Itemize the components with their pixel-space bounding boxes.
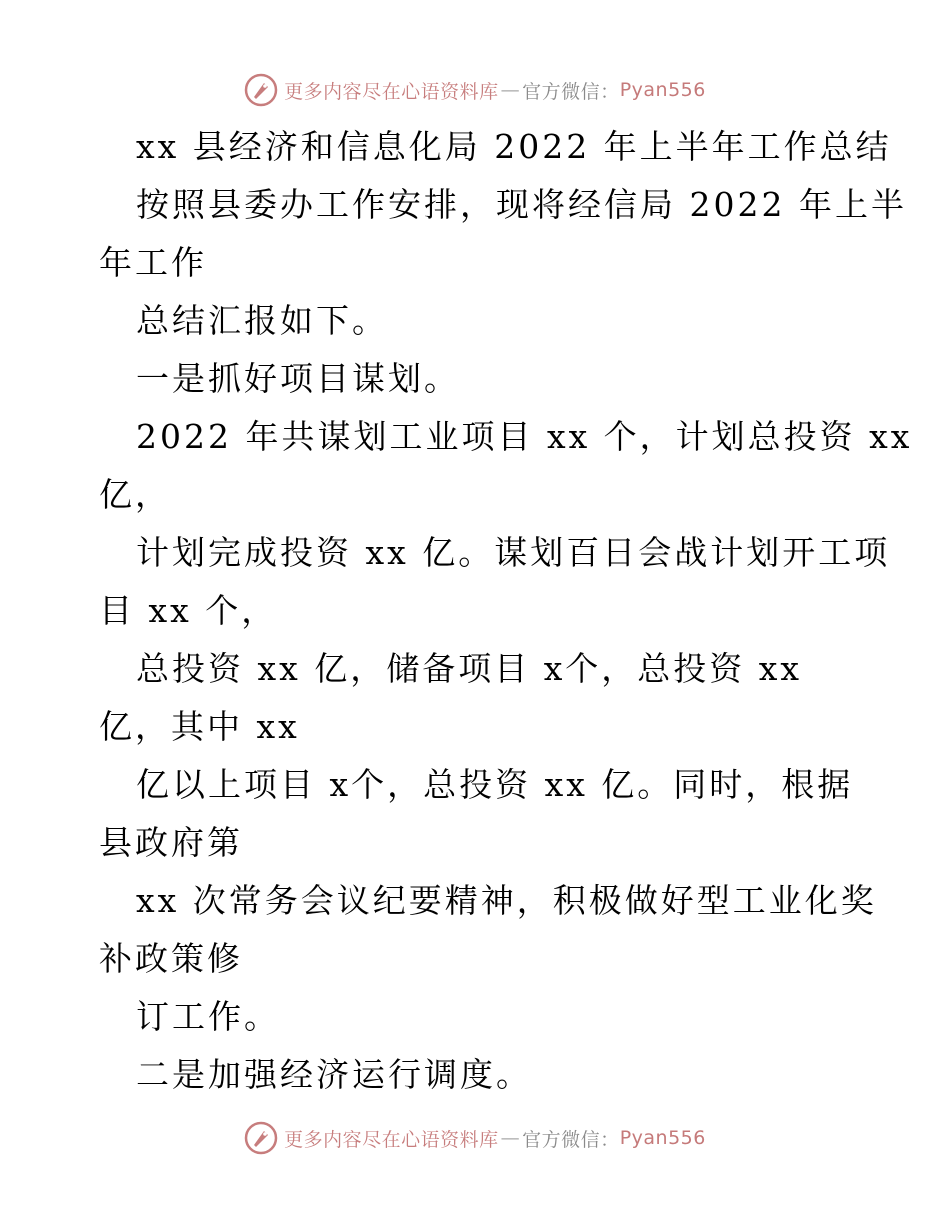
paragraph-line: 年工作 — [99, 243, 207, 282]
watermark-wechat-label: 官方微信： — [522, 1128, 620, 1151]
paragraph-line: 按照县委办工作安排，现将经信局 2022 年上半 — [136, 185, 907, 224]
header-watermark — [0, 70, 950, 110]
document-title: xx 县经济和信息化局 2022 年上半年工作总结 — [136, 127, 892, 166]
section-heading: 二是加强经济运行调度。 — [136, 1055, 532, 1094]
watermark-wechat-id: Pyan556 — [619, 79, 706, 101]
footer-watermark — [0, 1118, 950, 1158]
paragraph-line: 补政策修 — [99, 939, 243, 978]
watermark-wechat-id: Pyan556 — [619, 1127, 706, 1149]
pen-nib-logo-icon — [244, 1121, 278, 1155]
watermark-main-text: 更多内容尽在心语资料库 — [284, 80, 499, 103]
paragraph-line: 2022 年共谋划工业项目 xx 个，计划总投资 xx — [136, 417, 913, 456]
paragraph-line: 订工作。 — [136, 997, 280, 1036]
pen-nib-logo-icon — [244, 73, 278, 107]
watermark-separator: — — [500, 1127, 521, 1149]
paragraph-line: 县政府第 — [99, 823, 243, 862]
paragraph-line: 总结汇报如下。 — [136, 301, 388, 340]
paragraph-line: 亿以上项目 x个，总投资 xx 亿。同时，根据 — [136, 765, 854, 804]
paragraph-line: 亿，其中 xx — [99, 707, 300, 746]
paragraph-line: 总投资 xx 亿，储备项目 x个，总投资 xx — [136, 649, 803, 688]
paragraph-line: 计划完成投资 xx 亿。谋划百日会战计划开工项 — [136, 533, 891, 572]
watermark-main-text: 更多内容尽在心语资料库 — [284, 1128, 499, 1151]
section-heading: 一是抓好项目谋划。 — [136, 359, 460, 398]
watermark-separator: — — [500, 79, 521, 101]
paragraph-line: 目 xx 个， — [99, 591, 278, 630]
watermark-wechat-label: 官方微信： — [522, 80, 620, 103]
paragraph-line: xx 次常务会议纪要精神，积极做好型工业化奖 — [136, 881, 877, 920]
paragraph-line: 亿， — [99, 475, 171, 514]
